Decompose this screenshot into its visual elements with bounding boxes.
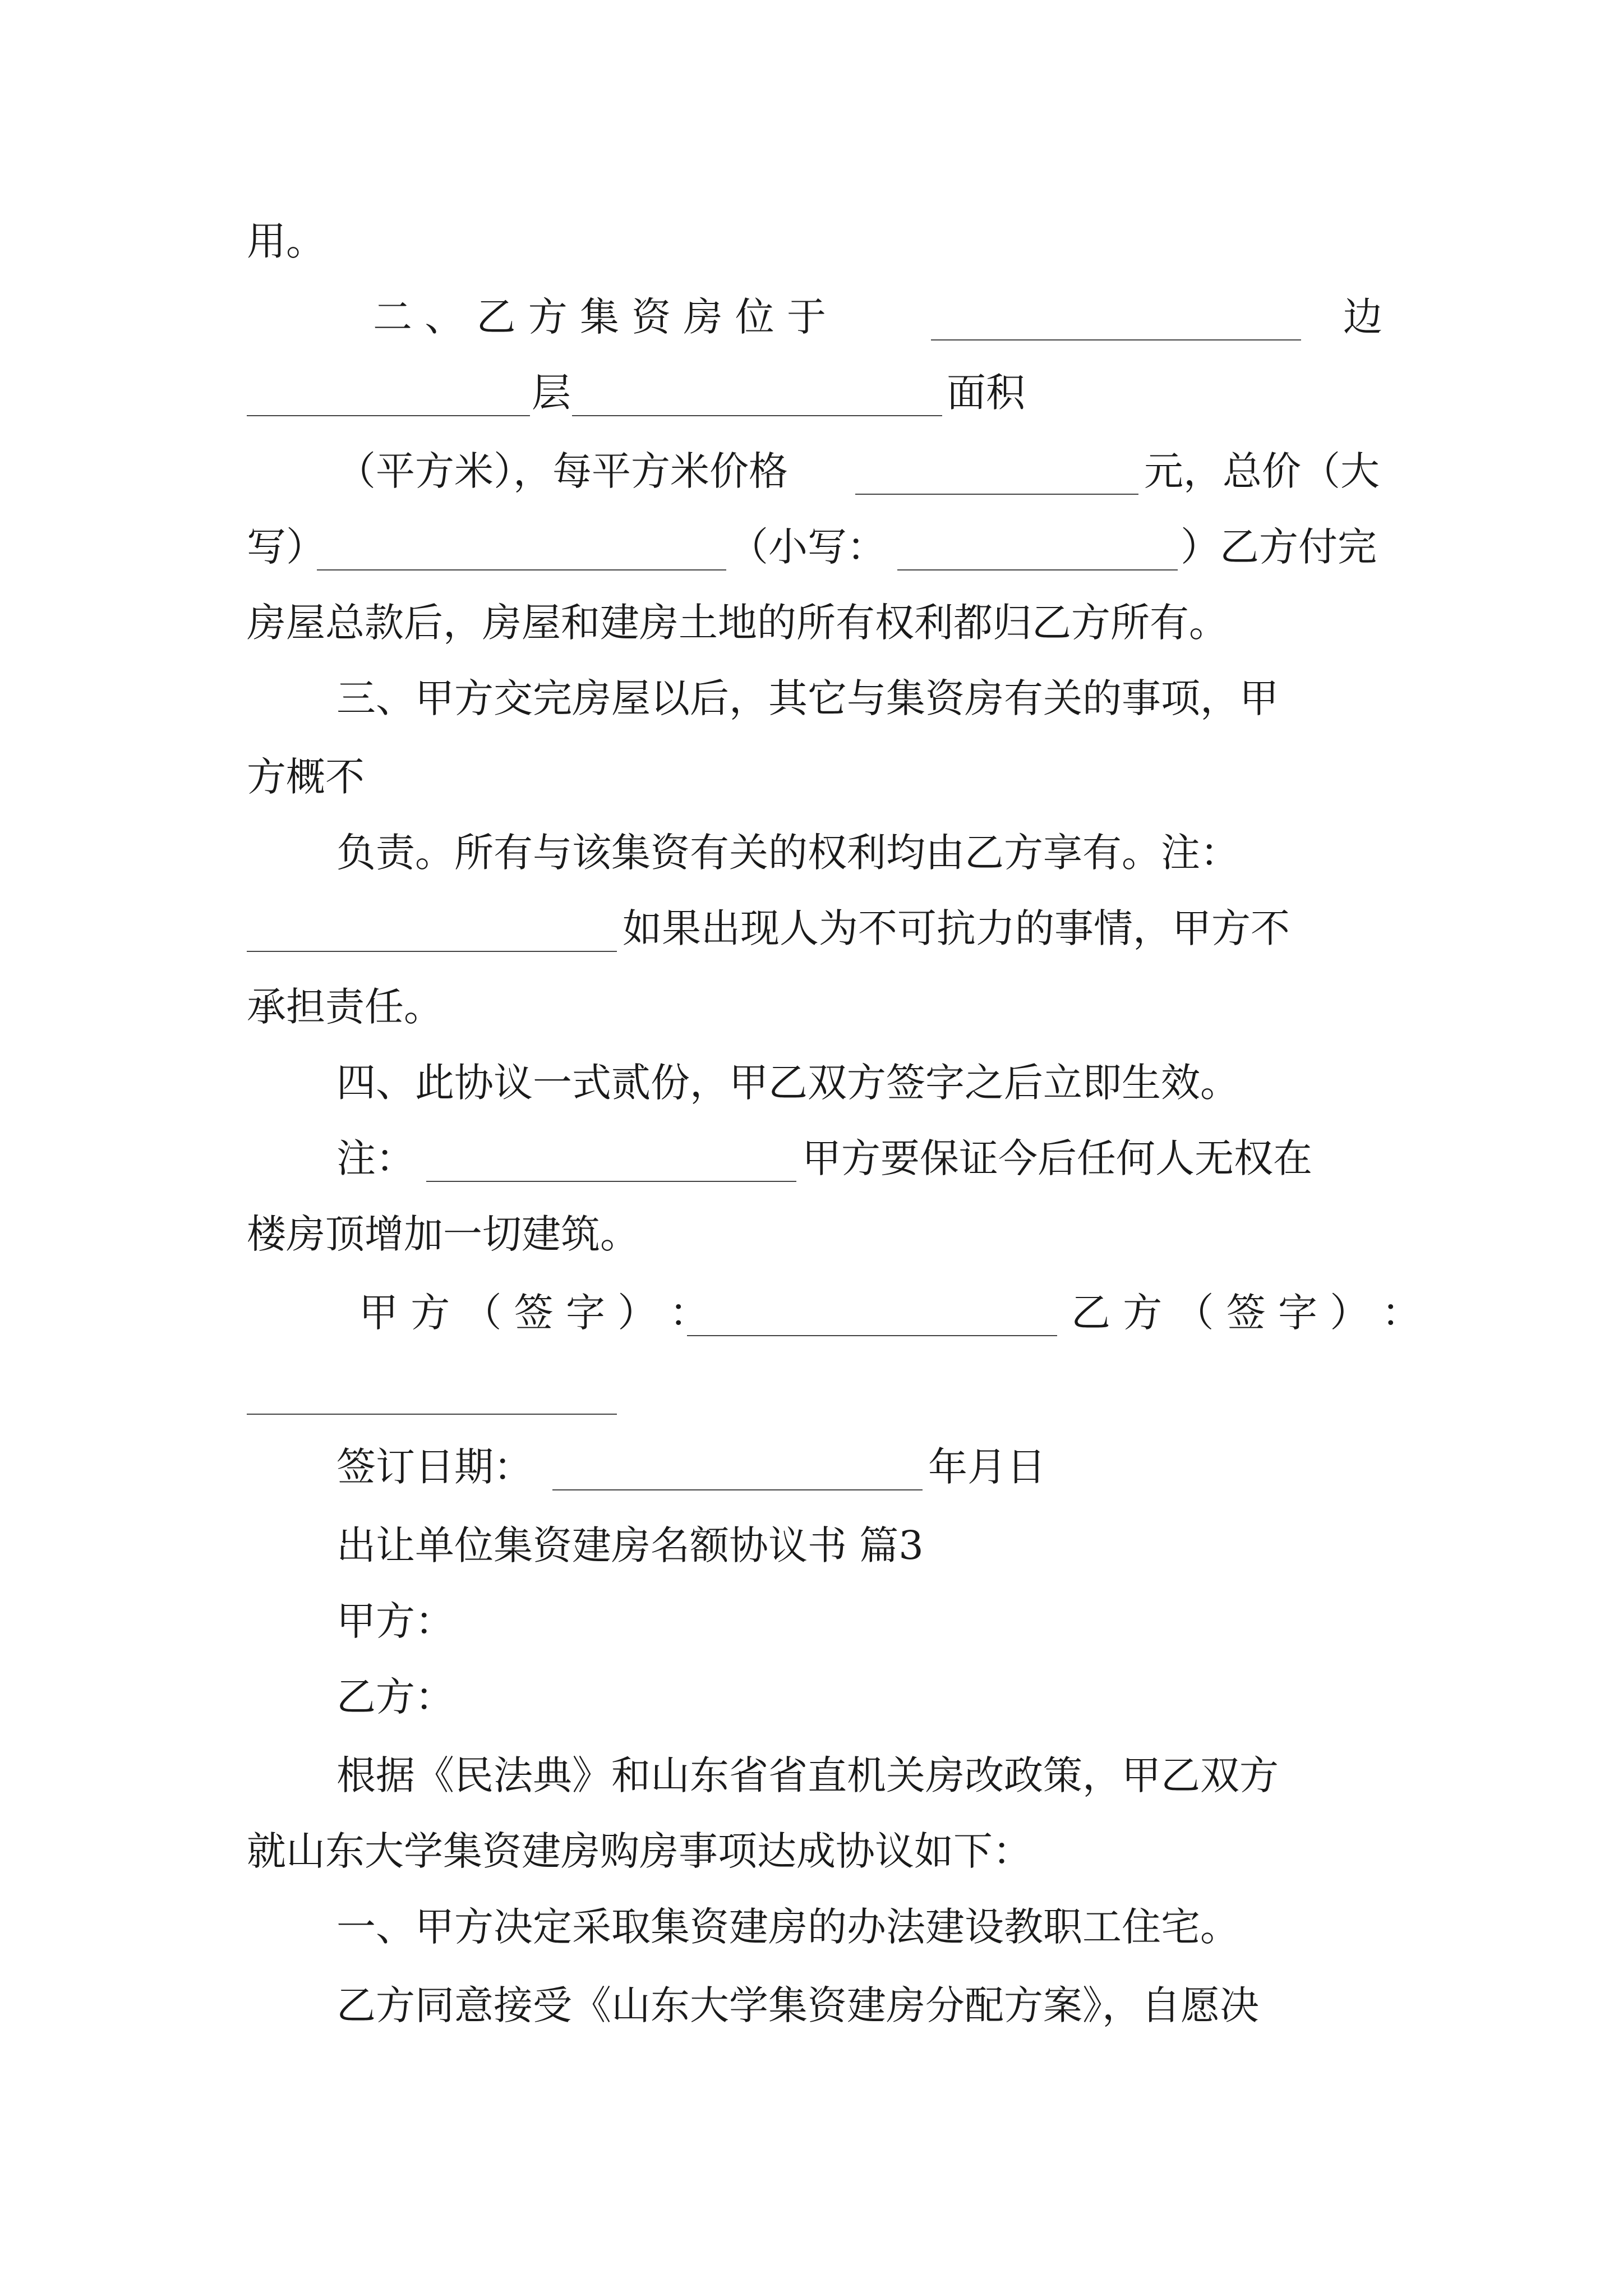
signature-blank-party-b[interactable]: [247, 1380, 617, 1415]
paragraph-line: [947, 367, 1025, 418]
paragraph-line: [336, 673, 1279, 724]
fill-in-blank[interactable]: [247, 917, 617, 952]
text-segment: （平方米），每平方米价格: [336, 448, 788, 494]
signature-blank-party-a[interactable]: [687, 1301, 1057, 1336]
text-segment: 楼房顶增加一切建筑。: [247, 1211, 639, 1257]
text-segment: 面积: [947, 370, 1025, 416]
text-segment: 出让单位集资建房名额协议书 篇3: [336, 1522, 924, 1568]
fill-in-blank[interactable]: [426, 1147, 796, 1182]
text-segment: 如果出现人为不可抗力的事情，甲方不: [623, 905, 1290, 951]
text-segment: 负责。所有与该集资有关的权利均由乙方享有。注：: [336, 830, 1239, 876]
paragraph-line: [1343, 292, 1382, 342]
paragraph-line: [247, 752, 365, 802]
text-segment: 签订日期：: [336, 1444, 533, 1490]
text-segment: （小写：: [729, 524, 886, 570]
paragraph-line: [373, 292, 826, 342]
text-segment: 甲方：: [336, 1598, 454, 1644]
paragraph-line: [336, 1133, 415, 1184]
text-segment: 就山东大学集资建房购房事项达成协议如下：: [247, 1828, 1032, 1874]
paragraph-line: [247, 982, 443, 1032]
fill-in-blank[interactable]: [247, 381, 530, 416]
paragraph-line: [336, 827, 1239, 878]
paragraph-line: [336, 1057, 1239, 1108]
signature-label-party-b: [1071, 1287, 1421, 1338]
text-segment: 甲 方 （ 签 字 ） ：: [359, 1290, 709, 1336]
text-segment: ）乙方付完: [1181, 524, 1377, 570]
paragraph-line: [336, 1596, 454, 1646]
paragraph-line: [247, 522, 325, 572]
section-title: [336, 1520, 924, 1571]
paragraph-line: [336, 1672, 454, 1722]
text-segment: 房屋总款后，房屋和建房土地的所有权利都归乙方所有。: [247, 600, 1228, 646]
paragraph-line: [532, 367, 571, 418]
date-blank[interactable]: [552, 1456, 923, 1490]
paragraph-line: [802, 1133, 1312, 1184]
paragraph-line: [928, 1442, 1046, 1492]
text-segment: 方概不: [247, 754, 365, 800]
text-segment: 甲方要保证今后任何人无权在: [802, 1135, 1312, 1181]
paragraph-line: [336, 1980, 1259, 2031]
text-segment: 二 、 乙 方 集 资 房 位 于: [373, 294, 827, 340]
text-segment: 注：: [336, 1135, 415, 1181]
paragraph-line: [623, 903, 1290, 954]
paragraph-line: [336, 1750, 1279, 1801]
text-segment: 元，总价（大: [1144, 448, 1380, 494]
text-segment: 三、甲方交完房屋以后，其它与集资房有关的事项，甲: [336, 675, 1279, 721]
paragraph-line: [247, 1209, 639, 1259]
fill-in-blank[interactable]: [572, 381, 942, 416]
text-segment: 乙 方 （ 签 字 ） ：: [1071, 1290, 1421, 1336]
fill-in-blank[interactable]: [931, 306, 1301, 341]
fill-in-blank[interactable]: [317, 536, 726, 570]
text-segment: 写）: [247, 524, 325, 570]
paragraph-line: [336, 1902, 1239, 1952]
paragraph-line: [336, 446, 788, 496]
text-segment: 用。: [247, 218, 325, 264]
paragraph-line: [1181, 522, 1377, 572]
fill-in-blank[interactable]: [897, 536, 1178, 570]
text-segment: 层: [532, 370, 571, 416]
paragraph-line: [247, 1826, 1032, 1876]
paragraph-line: [1144, 446, 1380, 496]
text-segment: 一、甲方决定采取集资建房的办法建设教职工住宅。: [336, 1904, 1239, 1950]
paragraph-line: [336, 1442, 533, 1492]
text-segment: 承担责任。: [247, 984, 443, 1030]
fill-in-blank[interactable]: [855, 460, 1138, 495]
text-segment: 乙方同意接受《山东大学集资建房分配方案》，自愿决: [336, 1982, 1259, 2028]
paragraph-line: [247, 597, 1228, 648]
signature-label-party-a: [359, 1287, 709, 1338]
text-segment: 四、此协议一式贰份，甲乙双方签字之后立即生效。: [336, 1060, 1239, 1106]
paragraph-line: [729, 522, 886, 572]
text-segment: 边: [1343, 294, 1382, 340]
text-segment: 年月日: [928, 1444, 1046, 1490]
text-segment: 根据《民法典》和山东省省直机关房改政策，甲乙双方: [336, 1752, 1279, 1798]
paragraph-line: [247, 216, 325, 266]
text-segment: 乙方：: [336, 1674, 454, 1720]
